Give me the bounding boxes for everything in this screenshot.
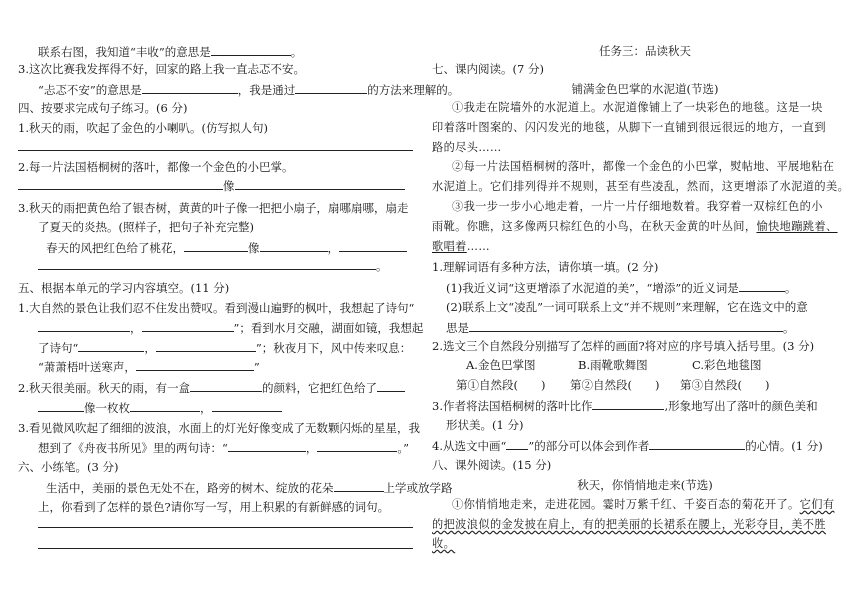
option-b: B.雨靴歌舞图	[578, 358, 648, 372]
q4-3-line1: 3.秋天的雨把黄色给了银杏树，黄黄的叶子像一把把小扇子，扇哪扇哪，扇走	[18, 201, 409, 215]
answer-blank[interactable]	[156, 340, 256, 352]
q3-2-line: 联系右图，我知道“丰收”的意思是 。	[38, 45, 303, 59]
q4-3-answer-line1: 春天的风把红色给了桃花， 像 ，	[46, 240, 407, 255]
passage-7-para1-line3: 路的尽头……	[432, 141, 502, 154]
writing-line[interactable]	[38, 548, 413, 549]
answer-blank[interactable]	[469, 320, 783, 332]
wavy-underlined-text: 它们有	[799, 498, 835, 511]
passage-7-para1-line1: ①我走在院墙外的水泥道上。水泥道像铺上了一块彩色的地毯。这是一块	[452, 101, 823, 114]
answer-blank[interactable]	[142, 82, 238, 94]
q7-3-line2: 形状美。(1 分)	[446, 418, 524, 432]
answer-blank[interactable]	[295, 82, 367, 94]
q7-1: 1.理解词语有多种方法，请你填一填。(2 分)	[432, 260, 659, 274]
task-3-title: 任务三：品读秋天	[599, 44, 691, 58]
answer-blank[interactable]	[334, 480, 384, 492]
answer-blank[interactable]	[260, 240, 328, 252]
section-7-heading: 七、课内阅读。(7 分)	[432, 62, 544, 76]
passage-7-para3-line2: 雨靴。你瞧，这多像两只棕红色的小鸟，在秋天金黄的叶丛间，愉快地蹦跳着、	[432, 220, 838, 233]
q5-1-line4: “萧萧梧叶送寒声， ”	[38, 360, 260, 374]
underline-mark	[506, 438, 528, 450]
q4-2-answer-line: 像	[18, 178, 405, 193]
q7-3-line1: 3.作者将法国梧桐树的落叶比作 ,形象地写出了落叶的颜色美和	[432, 399, 818, 413]
para3-bracket[interactable]: 第③自然段( )	[680, 378, 770, 392]
para1-bracket[interactable]: 第①自然段( )	[456, 378, 546, 392]
q4-3-line2: 了夏天的炎热。(照样子，把句子补充完整)	[38, 220, 254, 234]
wavy-underlined-text: 的把波浪似的金发披在肩上，有的把美丽的长裙系在腰上，光彩夺目，美不胜	[432, 518, 826, 531]
q5-2-line1: 2.秋天很美丽。秋天的雨，有一盒 的颜料，它把红色给了	[18, 380, 405, 395]
q5-3-line2: 想到了《舟夜书所见》里的两句诗：“ ， 。”	[38, 441, 410, 455]
answer-blank[interactable]	[377, 380, 405, 392]
q7-1-2-line1: (2)联系上文“凌乱”一词可联系上文“并不规则”来理解，它在选文中的意	[446, 300, 808, 314]
answer-blank[interactable]	[649, 438, 745, 450]
answer-blank[interactable]	[184, 240, 248, 252]
q7-1-2-line2: 思是 。	[446, 321, 795, 335]
underlined-phrase: 歌唱着	[432, 240, 467, 253]
passage-7-para3-line3: 歌唱着……	[432, 240, 490, 253]
answer-blank[interactable]	[235, 178, 405, 190]
wavy-underlined-text: 收。	[432, 537, 456, 550]
answer-blank[interactable]	[142, 320, 234, 332]
q5-1-line1: 1.大自然的景色让我们忍不住发出赞叹。看到漫山遍野的枫叶，我想起了诗句“	[18, 301, 415, 315]
answer-blank[interactable]	[38, 400, 84, 412]
q7-1-1: (1)我近义词“这更增添了水泥道的美”，“增添”的近义词是 。	[446, 281, 797, 295]
q4-2: 2.每一片法国梧桐树的落叶，都像一个金色的小巴掌。	[18, 160, 294, 174]
answer-blank[interactable]	[38, 258, 376, 270]
answer-blank[interactable]	[78, 340, 144, 352]
answer-blank[interactable]	[228, 440, 306, 452]
q4-1: 1.秋天的雨，吹起了金色的小喇叭。(仿写拟人句)	[18, 121, 268, 135]
passage-7-title: 铺满金色巴掌的水泥道(节选)	[571, 82, 719, 96]
passage-8-para1-line1: ①你悄悄地走来，走进花园。霎时万紫千红、千姿百态的菊花开了。它们有	[452, 498, 835, 511]
answer-blank[interactable]	[136, 359, 254, 371]
para2-bracket[interactable]: 第②自然段( )	[570, 378, 660, 392]
passage-7-para3-line1: ③我一步一步小心地走着，一片一片仔细地数着。我穿着一双棕红色的小	[452, 200, 823, 213]
underlined-phrase: 愉快地蹦跳着、	[756, 220, 838, 233]
q5-3-line1: 3.看见微风吹起了细细的波浪，水面上的灯光好像变成了无数颗闪烁的星星，我	[18, 421, 420, 435]
passage-8-para1-line2	[432, 518, 826, 532]
section-6-heading: 六、小练笔。(3 分)	[18, 460, 119, 474]
answer-line[interactable]	[18, 150, 413, 151]
answer-blank[interactable]	[212, 400, 282, 412]
answer-blank[interactable]	[339, 240, 407, 252]
q4-3-answer-line2: 。	[38, 258, 388, 273]
q7-2: 2.选文三个自然段分别描写了怎样的画面?将对应的序号填入括号里。(3 分)	[432, 339, 815, 353]
q5-1-line3: 了诗句“ ， ”；秋夜月下，风中传来叹息：	[38, 341, 412, 355]
q5-1-line2: ， ”；看到水月交融，湖面如镜，我想起	[38, 320, 423, 335]
passage-7-para2-line1: ②每一片法国梧桐树的落叶，都像一个金色的小巴掌，熨帖地、平展地粘在	[452, 160, 835, 173]
passage-8-title: 秋天，你悄悄地走来(节选)	[577, 478, 713, 492]
q6-line2: 上，你看到了怎样的景色?请你写一写，用上积累的有新鲜感的词句。	[38, 500, 390, 514]
section-5-heading: 五、根据本单元的学习内容填空。(11 分)	[18, 281, 230, 295]
section-4-heading: 四、按要求完成句子练习。(6 分)	[18, 101, 188, 115]
q7-4: 4.从选文中画“ ”的部分可以体会到作者 的心情。(1 分)	[432, 439, 823, 453]
answer-blank[interactable]	[592, 398, 664, 410]
passage-7-para1-line2: 印着落叶图案的、闪闪发光的地毯，从脚下一直铺到很远很远的地方，一直到	[432, 121, 826, 134]
q6-line1: 生活中，美丽的景色无处不在，路旁的树木、绽放的花朵 上学或放学路	[46, 481, 453, 495]
answer-blank[interactable]	[38, 320, 130, 332]
answer-blank[interactable]	[211, 44, 291, 56]
option-a: A.金色巴掌图	[466, 358, 536, 372]
answer-blank[interactable]	[739, 280, 785, 292]
q3-3-answer-line: “忐忑不安”的意思是 ，我是通过 的方法来理解的。	[38, 83, 460, 97]
answer-blank[interactable]	[190, 380, 262, 392]
answer-blank[interactable]	[130, 400, 200, 412]
writing-line[interactable]	[38, 527, 413, 528]
option-c: C.彩色地毯图	[692, 358, 762, 372]
answer-blank[interactable]	[18, 178, 223, 190]
answer-blank[interactable]	[317, 440, 397, 452]
section-8-heading: 八、课外阅读。(15 分)	[432, 458, 552, 472]
q3-3-line: 3.这次比赛我发挥得不好，回家的路上我一直忐忑不安。	[18, 62, 305, 76]
q5-2-line2: 像一枚枚 ，	[38, 400, 282, 415]
passage-7-para2-line2: 水泥道上。它们排列得并不规则，甚至有些凌乱，然而，这更增添了水泥道的美。	[432, 180, 850, 193]
passage-8-para1-line3	[432, 537, 455, 551]
